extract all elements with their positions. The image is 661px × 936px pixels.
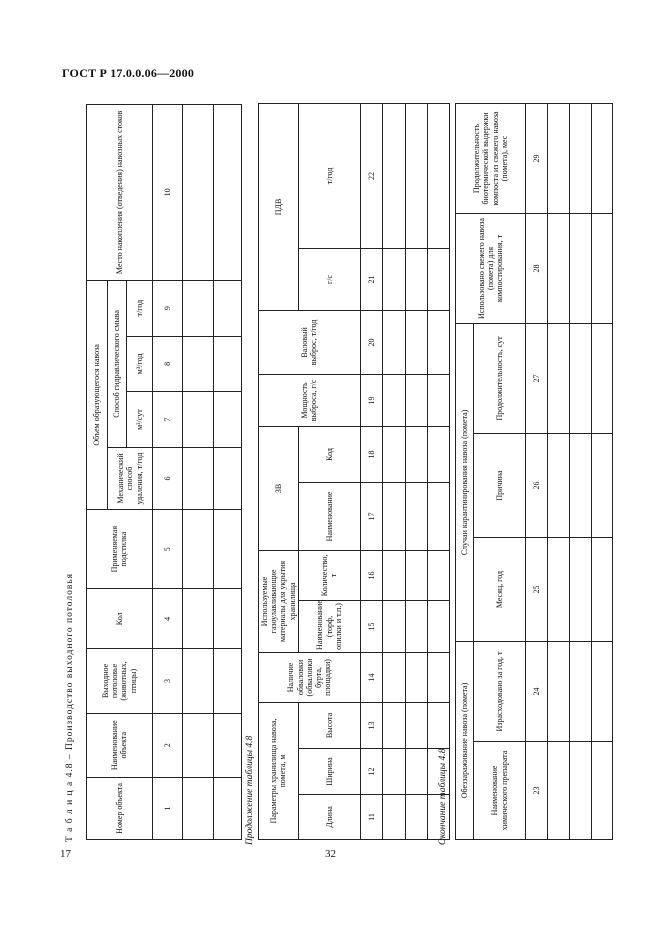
t2-num: 22 — [360, 103, 382, 248]
t1-h-volume: Объем образующегося навоза — [87, 280, 108, 509]
t2-num: 18 — [360, 426, 382, 482]
t2-h-pdv-ty: т/год — [298, 103, 360, 248]
t2-h-zv-name: Наименование — [298, 482, 360, 550]
t2-h-pdv-gs: г/с — [298, 248, 360, 310]
t1-num: 8 — [152, 336, 183, 392]
t2-h-zv-code: Код — [298, 426, 360, 482]
t1-num: 4 — [152, 589, 183, 649]
t2-num: 14 — [360, 652, 382, 702]
t2-num: 20 — [360, 310, 382, 374]
t1-h-object-name: Наименование объекта — [87, 713, 153, 777]
t2-num: 21 — [360, 248, 382, 310]
table-row — [213, 105, 241, 840]
t1-h-unit3: т/год — [126, 280, 152, 336]
t2-h-cover-qty: Количество, т — [298, 550, 360, 600]
t1-num: 9 — [152, 280, 183, 336]
t1-num: 1 — [152, 777, 183, 839]
table3 — [455, 104, 612, 840]
t2-num: 17 — [360, 482, 382, 550]
t3-num: 28 — [526, 213, 548, 323]
t3-num: 27 — [526, 323, 548, 433]
t1-h-livestock: Выходное потоловье (животных, птицы) — [87, 649, 153, 713]
t2-h-pdv: ПДВ — [259, 103, 299, 310]
t3-h-chem: Наименование химического препарата — [474, 742, 526, 840]
t2-h-gross: Валовый выброс, т/год — [259, 310, 361, 374]
table2 — [258, 104, 435, 840]
t1-h-unit1: м³/сут — [126, 392, 152, 448]
table-row — [405, 103, 427, 839]
t1-h-unit2: м³/год — [126, 336, 152, 392]
t3-h-fresh: Использовано свежего навоза (помета) для компостирования, т — [456, 213, 526, 323]
table-row — [427, 103, 449, 839]
t2-h-embank: Наличие обваловки (обваловки бурта, площадки) — [259, 652, 361, 702]
table1 — [86, 104, 242, 840]
table2-caption: Продолжение таблицы 4.8 — [245, 735, 255, 845]
t1-num: 2 — [152, 713, 183, 777]
t3-h-used: Израсходовано за год, т — [474, 641, 526, 741]
t2-h-cover: Используемые газоулавливающие материалы для укрытия хранилища — [259, 550, 299, 652]
t2-h-length: Длина — [298, 795, 360, 840]
t3-num: 29 — [526, 103, 548, 213]
table-row — [548, 103, 570, 839]
t1-num: 3 — [152, 649, 183, 713]
table-row — [592, 103, 613, 839]
page-number-left: 17 — [60, 848, 71, 860]
t2-num: 16 — [360, 550, 382, 600]
t3-h-month: Месяц, год — [474, 537, 526, 641]
table-row — [382, 103, 405, 839]
t1-num: 5 — [152, 510, 183, 589]
t1-h-count: Кол — [87, 589, 153, 649]
t1-num: 7 — [152, 392, 183, 448]
t3-h-duration: Продолжительность, сут — [474, 323, 526, 433]
t3-h-disinf: Обеззараживание навоза (помета) — [456, 641, 474, 839]
t1-h-storage: Место накопления (отведения) навозных стоков — [87, 105, 153, 281]
t3-num: 25 — [526, 537, 548, 641]
t2-num: 19 — [360, 374, 382, 426]
t1-h-object-no: Номер объекта — [87, 777, 153, 839]
t1-h-mech: Механический способ удаления, т/год — [108, 447, 153, 509]
t2-h-power: Мощность выброса, г/с — [259, 374, 361, 426]
t2-h-params: Параметры хранилища навоза, помета, м — [259, 702, 299, 839]
t1-num: 6 — [152, 447, 183, 509]
t1-num: 10 — [152, 105, 183, 281]
table-row — [183, 105, 214, 840]
table-row — [570, 103, 592, 839]
t2-num: 15 — [360, 600, 382, 652]
t2-h-cover-name: Наименование (торф, опилки и т.п.) — [298, 600, 360, 652]
t2-h-height: Высота — [298, 702, 360, 748]
t2-num: 11 — [360, 795, 382, 840]
t3-h-reason: Причина — [474, 433, 526, 537]
t3-num: 26 — [526, 433, 548, 537]
table3-caption: Окончание таблицы 4.8 — [438, 748, 448, 845]
t2-num: 12 — [360, 749, 382, 795]
t2-h-width: Ширина — [298, 749, 360, 795]
t3-num: 23 — [526, 742, 548, 840]
t3-h-quarantine: Случаи карантинирования навоза (помета) — [456, 323, 474, 641]
t2-h-zv: ЗВ — [259, 426, 299, 550]
t1-h-hydro: Способ гидравлического смыва — [108, 280, 127, 447]
standard-header: ГОСТ Р 17.0.0.06—2000 — [62, 66, 195, 80]
t3-num: 24 — [526, 641, 548, 741]
t1-h-bedding: Применяемая подстилка — [87, 510, 153, 589]
t2-num: 13 — [360, 702, 382, 748]
t3-h-fermentation: Продолжительность биотермической выдержки компоста из свежего навоза (помета), мес — [456, 103, 526, 213]
page-number-center: 32 — [325, 848, 336, 860]
table1-caption: Т а б л и ц а 4.8 – Производство выходного потоловья — [65, 572, 75, 842]
